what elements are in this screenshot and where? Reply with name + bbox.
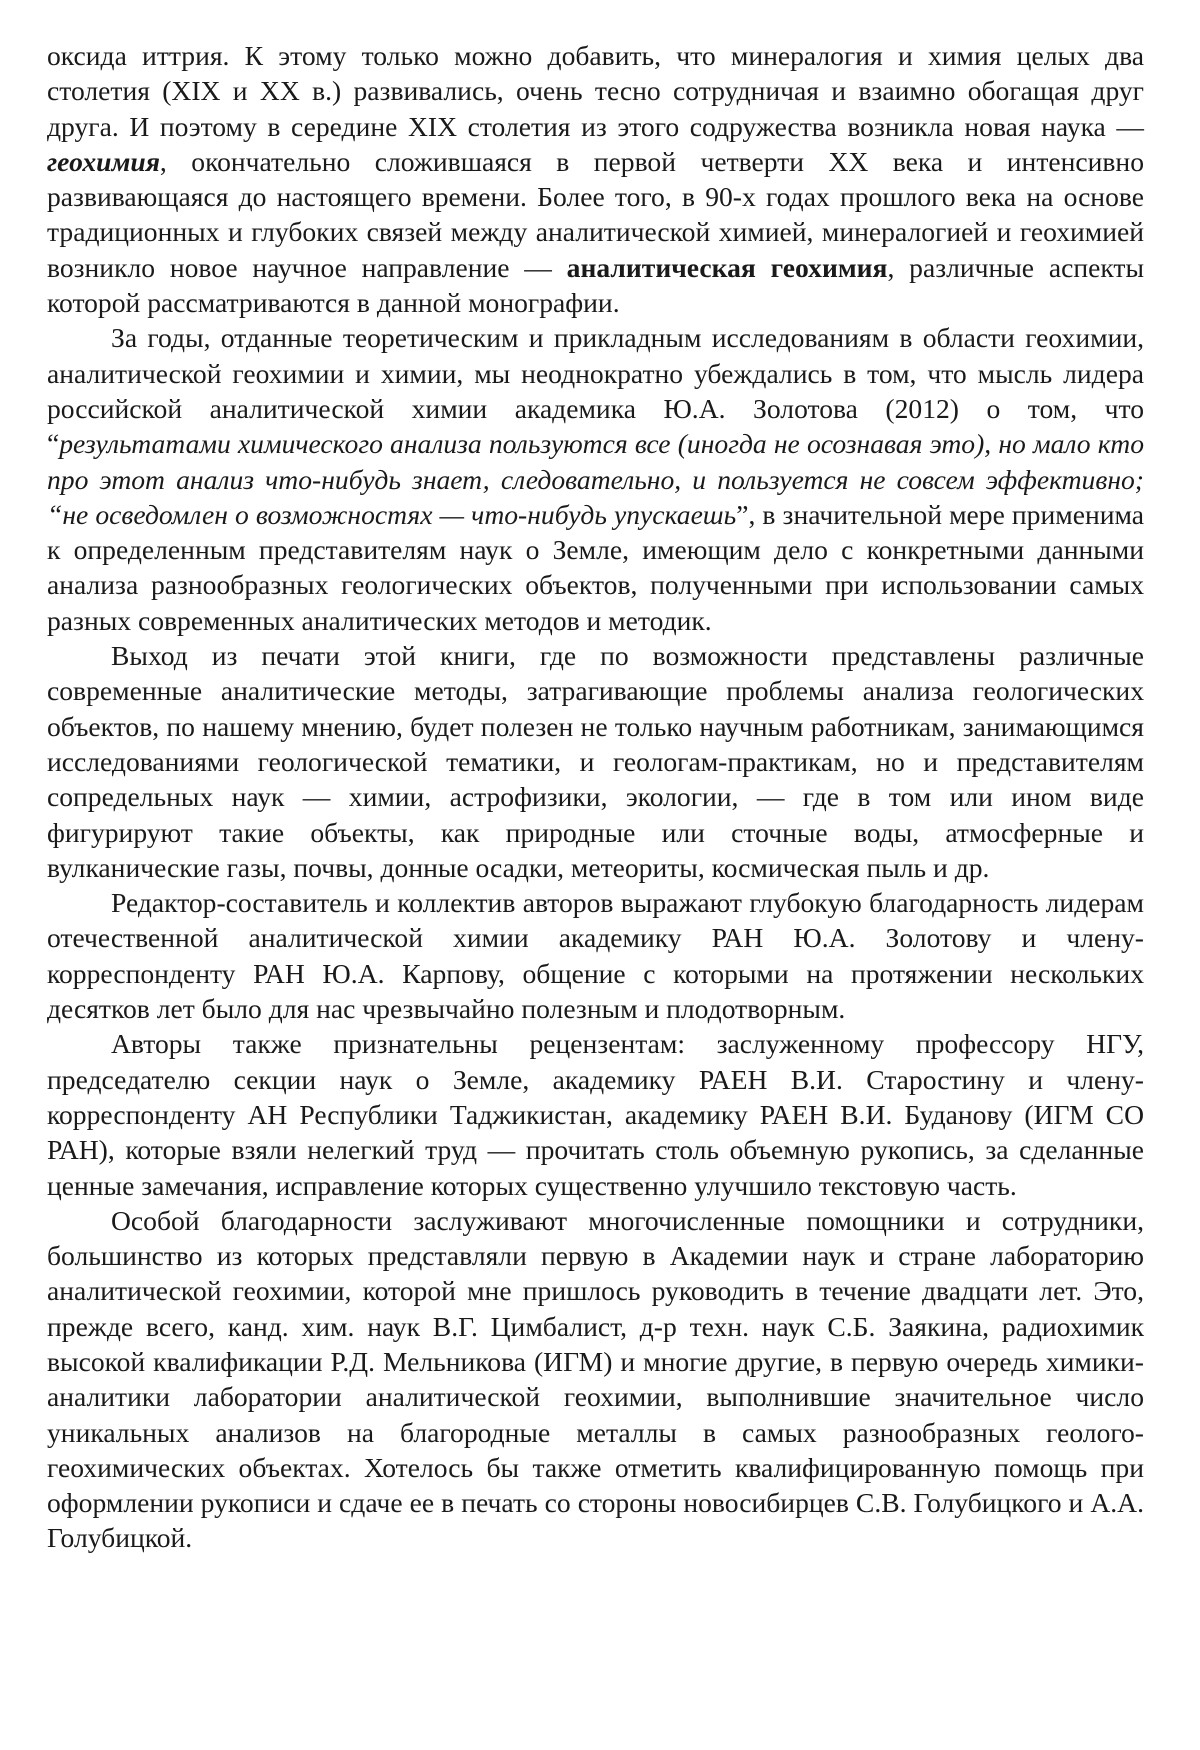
text-run: оксида иттрия. К этому только можно добавить, что минералогия и химия целых два столетия (XIX и XX в.) развивались, очень тесно сотрудничая и взаимно обогащая друг друга. И поэтому в середине XIX столетия из этого содружества возникла новая наука — — [47, 40, 1144, 142]
paragraph-book-purpose — [47, 638, 1144, 885]
text-run: Особой благодарности заслуживают многочисленные помощники и сотрудники, большинство из которых представляли первую в Академии наук и стране лабораторию аналитической геохимии, которой мне пришлось руководить в течение двадцати лет. Это, прежде всего, канд. хим. наук В.Г. Цимбалист, д-р техн. наук С.Б. Заякина, радиохимик высокой квалификации Р.Д. Мельникова (ИГМ) и многие другие, в первую очередь химики-аналитики лаборатории аналитической геохимии, выполнившие значительное число уникальных анализов на благородные металлы в самых разнообразных геолого-геохимических объектах. Хотелось бы также отметить квалифицированную помощь при оформлении рукописи и сдаче ее в печать со стороны новосибирцев С.В. Голубицкого и А.А. Голубицкой. — [47, 1204, 1144, 1554]
term-geochemistry: геохимия — [47, 145, 160, 177]
text-run: Редактор-составитель и коллектив авторов выражают глубокую благодарность лидерам отечественной аналитической химии академику РАН Ю.А. Золотову и члену-корреспонденту РАН Ю.А. Карпову, общение с которыми на протяжении нескольких десятков лет было для нас чрезвычайно полезным и плодотворным. — [47, 887, 1144, 1025]
paragraph-zolotov-quote — [47, 320, 1144, 638]
paragraph-gratitude-leaders — [47, 885, 1144, 1026]
text-run: ”, в значительной мере применима к определенным представителям наук о Земле, имеющим дело с конкретными данными анализа разнообразных геологических объектов, полученными при использовании самых разных современных аналитических методов и методик. — [47, 498, 1145, 636]
term-analytical-geochemistry: аналитическая геохимия — [566, 251, 888, 283]
paragraph-gratitude-staff — [47, 1203, 1144, 1556]
text-run: , окончательно сложившаяся в первой четверти XX века и интенсивно развивающаяся до настоящего времени. Более того, в 90-х годах прошлого века на основе традиционных и глубоких связей между аналитической химией, минералогией и геохимией возникло новое научное направление — — [47, 145, 1144, 283]
text-run: , различные аспекты которой рассматриваются в данной монографии. — [47, 251, 1144, 319]
paragraph-geochemistry-origin — [47, 38, 1144, 320]
paragraph-gratitude-reviewers — [47, 1026, 1144, 1202]
text-run: Выход из печати этой книги, где по возможности представлены различные современные аналитические методы, затрагивающие проблемы анализа геологических объектов, по нашему мнению, будет полезен не только научным работникам, занимающимся исследованиями геологической тематики, и геологам-практикам, но и представителям сопредельных наук — химии, астрофизики, экологии, — где в том или ином виде фигурируют такие объекты, как природные или сточные воды, атмосферные и вулканические газы, почвы, донные осадки, метеориты, космическая пыль и др. — [47, 640, 1144, 883]
text-run: За годы, отданные теоретическим и прикладным исследованиям в области геохимии, аналитической геохимии и химии, мы неоднократно убеждались в том, что мысль лидера российской аналитической химии академика Ю.А. Золотова (2012) о том, что “ — [47, 322, 1144, 460]
text-run: Авторы также признательны рецензентам: заслуженному профессору НГУ, председателю секции наук о Земле, академику РАЕН В.И. Старостину и члену-корреспонденту АН Республики Таджикистан, академику РАЕН В.И. Буданову (ИГМ СО РАН), которые взяли нелегкий труд — прочитать столь объемную рукопись, за сделанные ценные замечания, исправление которых существенно улучшило текстовую часть. — [47, 1028, 1144, 1201]
quote-zolotov: результатами химического анализа пользуются все (иногда не осознавая это), но мало кто про этот анализ что-нибудь знает, следовательно, и пользуется не совсем эффективно; “не осведомлен о возможностях — что-нибудь упускаешь — [47, 428, 1144, 530]
